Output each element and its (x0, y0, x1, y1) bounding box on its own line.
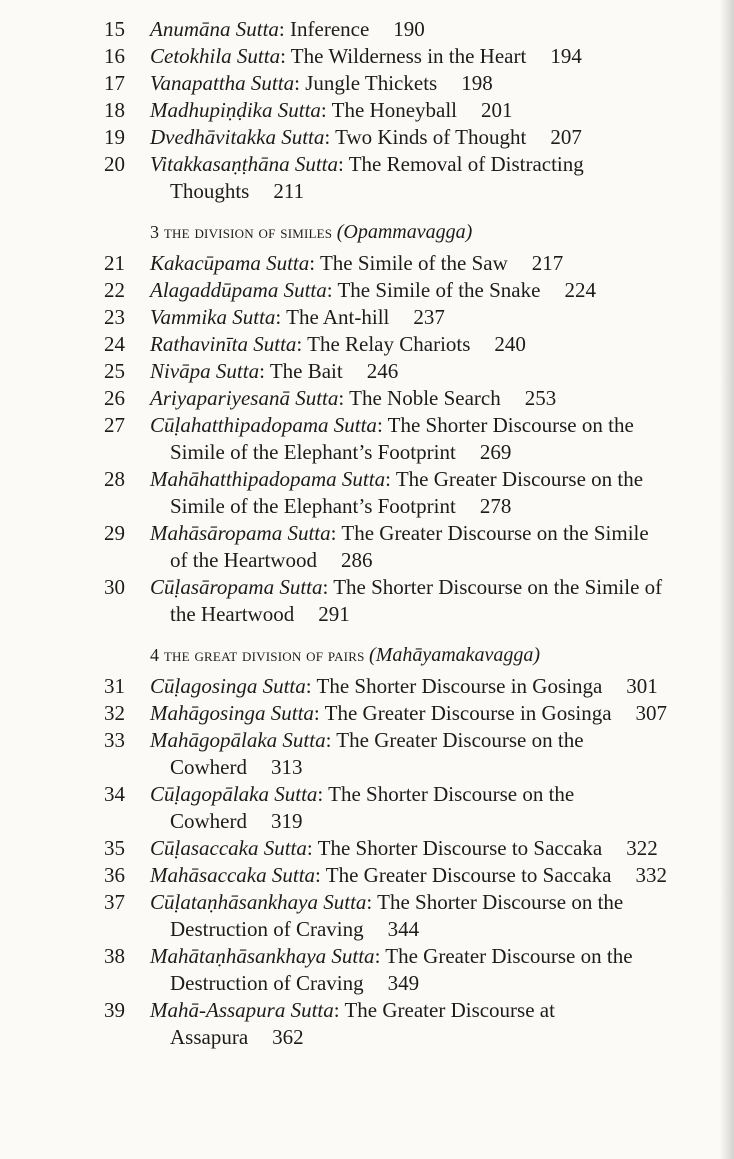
toc-entry (0, 277, 734, 304)
entry-line: Mahā-Assapura Sutta: The Greater Discourse at (150, 998, 555, 1022)
entry-continuation (150, 547, 724, 574)
sutta-title: The Shorter Discourse to Saccaka (317, 836, 603, 860)
entry-group-b (0, 250, 734, 628)
toc-entry (0, 70, 734, 97)
entry-line: Cūḷagopālaka Sutta: The Shorter Discourse on the (150, 782, 575, 806)
sutta-name: Cūḷahatthipadopama Sutta (150, 413, 377, 437)
entry-line: Mahātaṇhāsankhaya Sutta: The Greater Discourse on the (150, 944, 633, 968)
entry-continuation (150, 1024, 724, 1051)
sutta-title-continued: Cowherd (170, 755, 247, 779)
entry-line: Kakacūpama Sutta: The Simile of the Saw 217 (150, 251, 564, 275)
entry-group-a (0, 16, 734, 205)
entry-number: 18 (104, 98, 125, 122)
sutta-name: Kakacūpama Sutta (150, 251, 310, 275)
sutta-name: Cetokhila Sutta (150, 44, 281, 68)
toc-entry (0, 97, 734, 124)
page-number: 362 (272, 1025, 304, 1049)
entry-continuation (150, 808, 724, 835)
toc-entry (0, 862, 734, 889)
sutta-name: Mahātaṇhāsankhaya Sutta (150, 944, 375, 968)
sutta-name: Mahāgosinga Sutta (150, 701, 314, 725)
entry-continuation (150, 439, 724, 466)
entry-group-c (0, 673, 734, 1051)
entry-line: Mahāsāropama Sutta: The Greater Discourse on the Simile (150, 521, 649, 545)
entry-number: 38 (104, 944, 125, 968)
entry-line: Mahāhatthipadopama Sutta: The Greater Discourse on the (150, 467, 644, 491)
sutta-name: Vitakkasaṇṭhāna Sutta (150, 152, 339, 176)
entry-number: 17 (104, 71, 125, 95)
page-number: 344 (387, 917, 420, 941)
entry-continuation (150, 754, 724, 781)
sutta-title: The Greater Discourse to Saccaka (325, 863, 612, 887)
toc-entry (0, 574, 734, 628)
entry-number: 22 (104, 278, 125, 302)
sutta-name: Mahāsāropama Sutta (150, 521, 331, 545)
toc-entry (0, 673, 734, 700)
entry-continuation (150, 916, 724, 943)
sutta-title: Two Kinds of Thought (335, 125, 527, 149)
section-heading-3 (0, 219, 734, 246)
entry-line: Ariyapariyesanā Sutta: The Noble Search 253 (150, 386, 557, 410)
sutta-title: The Simile of the Snake (337, 278, 541, 302)
sutta-title: The Shorter Discourse on the (328, 782, 575, 806)
toc-entry (0, 835, 734, 862)
page-number: 211 (273, 179, 305, 203)
sutta-title: The Honeyball (331, 98, 457, 122)
entry-continuation (150, 493, 724, 520)
toc-entry (0, 781, 734, 835)
sutta-title-continued: Destruction of Craving (170, 917, 364, 941)
entry-line: Dvedhāvitakka Sutta: Two Kinds of Thought 207 (150, 125, 582, 149)
sutta-name: Dvedhāvitakka Sutta (150, 125, 325, 149)
page-number: 301 (626, 674, 658, 698)
entry-number: 31 (104, 674, 125, 698)
sutta-title: The Greater Discourse at (344, 998, 555, 1022)
toc-entry (0, 124, 734, 151)
sutta-name: Cūḷagopālaka Sutta (150, 782, 318, 806)
page-number: 286 (340, 548, 373, 572)
entry-line: Cūḷasāropama Sutta: The Shorter Discourse on the Simile of (150, 575, 663, 599)
entry-continuation (150, 178, 724, 205)
sutta-title: Jungle Thickets (305, 71, 438, 95)
sutta-name: Ariyapariyesanā Sutta (150, 386, 339, 410)
sutta-title: The Ant-hill (286, 305, 390, 329)
section-pali-name: (Mahāyamakavagga) (369, 644, 541, 666)
sutta-title: The Shorter Discourse in Gosinga (316, 674, 603, 698)
entry-line: Madhupiṇḍika Sutta: The Honeyball 201 (150, 98, 513, 122)
entry-number: 29 (104, 521, 125, 545)
entry-line: Mahāgopālaka Sutta: The Greater Discourse on the (150, 728, 584, 752)
sutta-title-continued: Assapura (170, 1025, 249, 1049)
sutta-name: Anumāna Sutta (150, 17, 279, 41)
entry-number: 37 (104, 890, 125, 914)
toc-entry (0, 331, 734, 358)
page-number: 217 (531, 251, 564, 275)
entry-number: 19 (104, 125, 125, 149)
entry-number: 36 (104, 863, 125, 887)
entry-number: 28 (104, 467, 125, 491)
sutta-title: The Greater Discourse on the (395, 467, 644, 491)
page-number: 207 (550, 125, 582, 149)
toc-entry (0, 889, 734, 943)
entry-number: 32 (104, 701, 125, 725)
page-number: 349 (387, 971, 420, 995)
entry-number: 39 (104, 998, 125, 1022)
entry-number: 23 (104, 305, 125, 329)
sutta-title: The Greater Discourse in Gosinga (324, 701, 612, 725)
toc-entry (0, 700, 734, 727)
sutta-name: Rathavinīta Sutta (150, 332, 297, 356)
entry-number: 20 (104, 152, 125, 176)
sutta-name: Mahāsaccaka Sutta (150, 863, 316, 887)
page-number: 253 (524, 386, 557, 410)
sutta-name: Vanapattha Sutta (150, 71, 295, 95)
toc-entry (0, 727, 734, 781)
page-number: 269 (479, 440, 512, 464)
entry-line: Cūḷasaccaka Sutta: The Shorter Discourse to Saccaka 322 (150, 836, 658, 860)
entry-number: 16 (104, 44, 125, 68)
page-number: 291 (318, 602, 350, 626)
page-number: 201 (481, 98, 513, 122)
entry-line: Anumāna Sutta: Inference 190 (150, 17, 425, 41)
section-label: 3 the division of similes (150, 222, 333, 242)
entry-number: 27 (104, 413, 125, 437)
sutta-name: Cūḷataṇhāsankhaya Sutta (150, 890, 367, 914)
table-of-contents (0, 16, 734, 1051)
sutta-title: The Shorter Discourse on the (387, 413, 634, 437)
section-label: 4 the great division of pairs (150, 645, 365, 665)
sutta-title-continued: Thoughts (170, 179, 250, 203)
page-number: 198 (461, 71, 493, 95)
sutta-title: The Bait (269, 359, 343, 383)
entry-line: Cūḷahatthipadopama Sutta: The Shorter Discourse on the (150, 413, 634, 437)
sutta-title: The Wilderness in the Heart (290, 44, 527, 68)
sutta-name: Cūḷasaccaka Sutta (150, 836, 307, 860)
page-number: 319 (271, 809, 303, 833)
sutta-title: The Shorter Discourse on the (377, 890, 624, 914)
sutta-title-continued: Simile of the Elephant’s Footprint (170, 440, 456, 464)
sutta-title: The Greater Discourse on the Simile (341, 521, 649, 545)
entry-line: Nivāpa Sutta: The Bait 246 (150, 359, 399, 383)
entry-number: 21 (104, 251, 125, 275)
entry-number: 35 (104, 836, 125, 860)
entry-number: 33 (104, 728, 125, 752)
page-number: 313 (271, 755, 303, 779)
sutta-title: The Relay Chariots (307, 332, 471, 356)
entry-number: 15 (104, 17, 125, 41)
sutta-title-continued: Destruction of Craving (170, 971, 364, 995)
entry-line: Vanapattha Sutta: Jungle Thickets 198 (150, 71, 493, 95)
toc-entry (0, 997, 734, 1051)
sutta-name: Alagaddūpama Sutta (150, 278, 327, 302)
entry-number: 30 (104, 575, 125, 599)
page-number: 307 (635, 701, 668, 725)
entry-number: 25 (104, 359, 125, 383)
sutta-title: Inference (290, 17, 370, 41)
entry-line: Vitakkasaṇṭhāna Sutta: The Removal of Distracting (150, 152, 584, 176)
sutta-name: Mahā-Assapura Sutta (150, 998, 334, 1022)
sutta-title-continued: Simile of the Elephant’s Footprint (170, 494, 456, 518)
entry-number: 34 (104, 782, 125, 806)
sutta-title-continued: of the Heartwood (170, 548, 317, 572)
sutta-title: The Removal of Distracting (348, 152, 584, 176)
sutta-title: The Noble Search (349, 386, 501, 410)
entry-number: 26 (104, 386, 125, 410)
entry-line: Rathavinīta Sutta: The Relay Chariots 240 (150, 332, 526, 356)
sutta-name: Mahāhatthipadopama Sutta (150, 467, 386, 491)
toc-entry (0, 250, 734, 277)
toc-entry (0, 466, 734, 520)
page-number: 322 (626, 836, 658, 860)
entry-number: 24 (104, 332, 125, 356)
sutta-name: Mahāgopālaka Sutta (150, 728, 326, 752)
sutta-title: The Greater Discourse on the (336, 728, 584, 752)
sutta-title: The Greater Discourse on the (385, 944, 633, 968)
sutta-name: Vammika Sutta (150, 305, 276, 329)
toc-entry (0, 385, 734, 412)
toc-entry (0, 520, 734, 574)
toc-entry (0, 43, 734, 70)
entry-continuation (150, 970, 724, 997)
page-number: 278 (479, 494, 512, 518)
sutta-name: Madhupiṇḍika Sutta (150, 98, 321, 122)
toc-entry (0, 412, 734, 466)
toc-entry (0, 16, 734, 43)
toc-entry (0, 151, 734, 205)
sutta-title: The Simile of the Saw (319, 251, 508, 275)
page-number: 246 (366, 359, 399, 383)
page-number: 240 (494, 332, 526, 356)
sutta-title-continued: Cowherd (170, 809, 247, 833)
sutta-name: Nivāpa Sutta (150, 359, 260, 383)
sutta-title-continued: the Heartwood (170, 602, 295, 626)
page-number: 332 (635, 863, 667, 887)
section-heading-4 (0, 642, 734, 669)
entry-line: Cetokhila Sutta: The Wilderness in the Heart 194 (150, 44, 582, 68)
toc-entry (0, 943, 734, 997)
entry-line: Alagaddūpama Sutta: The Simile of the Snake 224 (150, 278, 596, 302)
entry-line: Mahāsaccaka Sutta: The Greater Discourse to Saccaka 332 (150, 863, 667, 887)
entry-line: Mahāgosinga Sutta: The Greater Discourse in Gosinga 307 (150, 701, 668, 725)
entry-continuation (150, 601, 724, 628)
page-number: 224 (564, 278, 596, 302)
entry-line: Vammika Sutta: The Ant-hill 237 (150, 305, 445, 329)
sutta-name: Cūḷasāropama Sutta (150, 575, 323, 599)
toc-entry (0, 358, 734, 385)
toc-entry (0, 304, 734, 331)
section-pali-name: (Opammavagga) (336, 221, 473, 243)
page-number: 194 (550, 44, 582, 68)
entry-line: Cūḷagosinga Sutta: The Shorter Discourse in Gosinga 301 (150, 674, 658, 698)
sutta-title: The Shorter Discourse on the Simile of (333, 575, 663, 599)
page-number: 237 (413, 305, 445, 329)
sutta-name: Cūḷagosinga Sutta (150, 674, 306, 698)
entry-line: Cūḷataṇhāsankhaya Sutta: The Shorter Discourse on the (150, 890, 624, 914)
page-number: 190 (393, 17, 425, 41)
